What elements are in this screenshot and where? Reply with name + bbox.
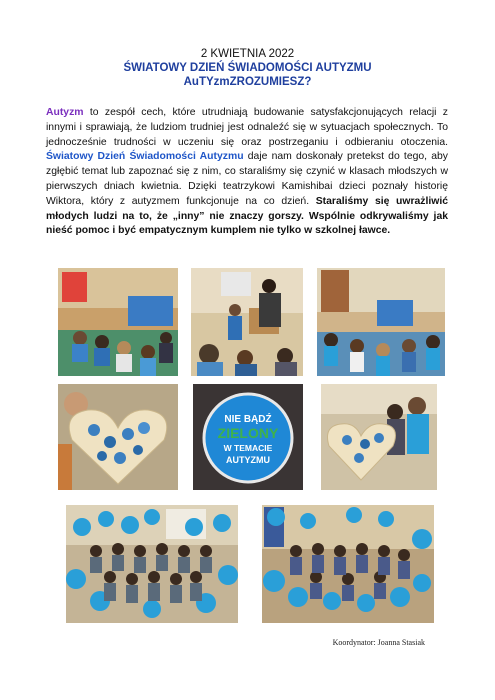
badge-line-3: W TEMACIE	[223, 443, 273, 453]
badge-line-4: AUTYZMU	[226, 455, 270, 465]
photo-handprint-heart	[58, 384, 178, 490]
article-text-1: to zespół cech, które utrudniają budowanie satysfakcjonujących relacji z innymi i sprawiają, że ludziom trudniej jest odnaleźć się w sytuacjach społecznych. To jednocześnie trudności w uczeniu się oraz postrzeganiu i odbieraniu otoczenia.	[46, 107, 448, 148]
badge-line-1: NIE BĄDŹ	[224, 414, 272, 425]
photo-kamishibai-theatre	[191, 268, 303, 376]
photo-classroom-group-2	[317, 268, 445, 376]
article-paragraph	[46, 106, 448, 239]
event-name: Światowy Dzień Świadomości Autyzmu	[46, 151, 244, 163]
date-line: 2 KWIETNIA 2022	[200, 48, 295, 60]
photo-heart-with-kids	[321, 384, 437, 490]
photo-badge	[193, 384, 303, 490]
badge-line-2: ZIELONY	[217, 425, 279, 441]
photo-classroom-group-1	[58, 268, 178, 376]
page-subtitle: AuTYzmZROZUMIESZ?	[183, 76, 312, 88]
photo-balloons-group-2	[262, 505, 434, 623]
autism-word: Autyzm	[46, 107, 84, 118]
page-title: ŚWIATOWY DZIEŃ ŚWIADOMOŚCI AUTYZMU	[123, 62, 372, 74]
photo-balloons-group-1	[66, 505, 238, 623]
coordinator-credit: Koordynator: Joanna Stasiak	[332, 638, 425, 647]
article-text-bold: Staraliśmy się uwrażliwić młodych ludzi na to, że „inny” nie znaczy gorszy. Wspólnie odkrywaliśmy jak nieść pomoc i być empatycznym kumplem nie tylko w szkolnej ławce.	[46, 195, 448, 237]
article-text-2: daje nam doskonały pretekst do tego, aby zgłębić temat lub zapoznać się z nim, co staraliśmy się czynić w klasach młodszych w pierwszych dniach kwietnia. Dzięki teatrzykowi Kamishibai dzieci poznały historię Wiktora, który z autyzmem funkcjonuje na co dzień.	[46, 151, 448, 207]
